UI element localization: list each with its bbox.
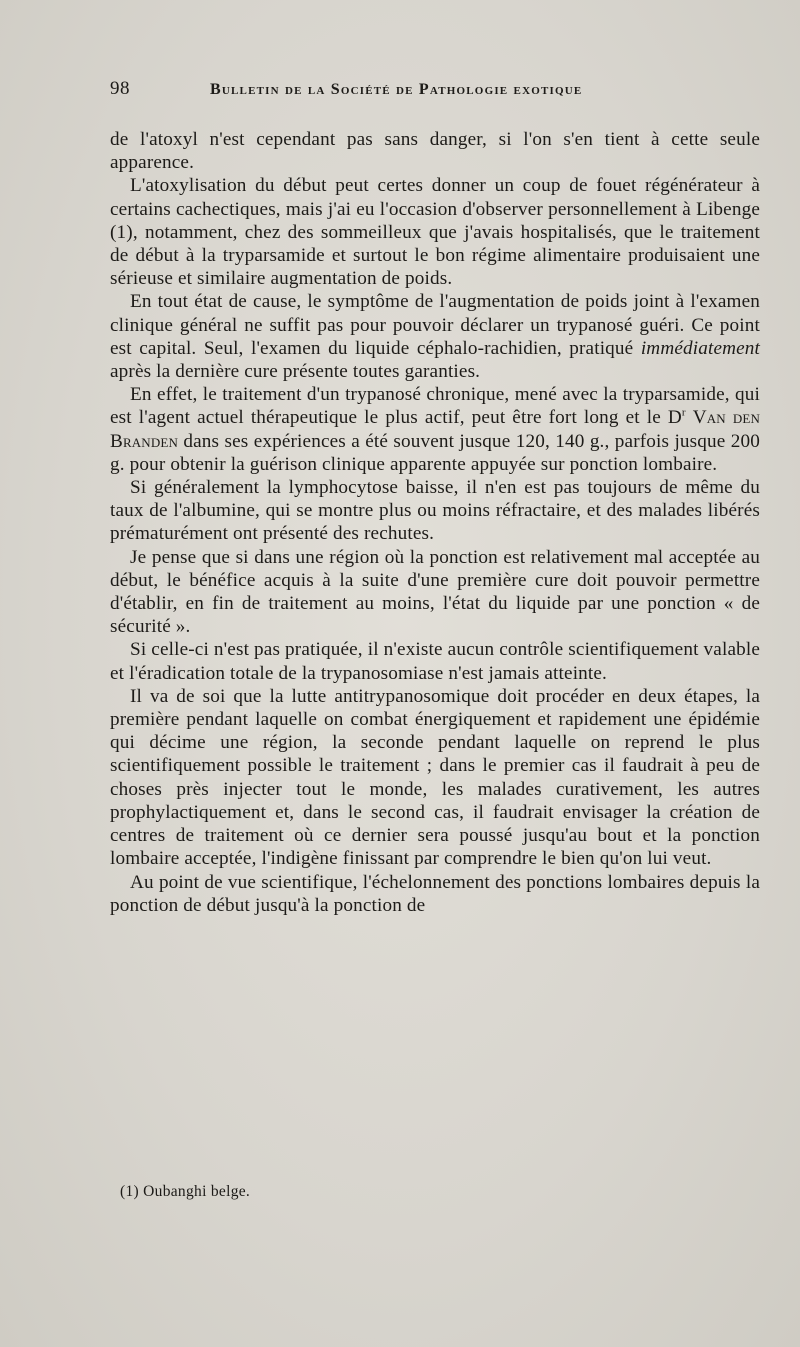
paragraph-9: Au point de vue scientifique, l'échelonnement des ponctions lombaires depuis la ponction de début jusqu'à la ponction de <box>110 871 760 916</box>
paragraph-4-before: En effet, le traitement d'un trypanosé chronique, mené avec la tryparsamide, qui est l'agent actuel thérapeutique le plus actif, peut être fort long et le D <box>110 384 760 429</box>
body-text <box>110 128 760 917</box>
paragraph-6: Je pense que si dans une région où la ponction est relativement mal acceptée au début, le bénéfice acquis à la suite d'une première cure doit pouvoir permettre d'établir, en fin de traitement au moins, l'état du liquide par une ponction « de sécurité ». <box>110 546 760 638</box>
paragraph-1: de l'atoxyl n'est cependant pas sans danger, si l'on s'en tient à cette seule apparence. <box>110 129 760 174</box>
page-number: 98 <box>110 78 130 99</box>
author-name: Van den Branden <box>110 407 760 452</box>
paragraph-7: Si celle-ci n'est pas pratiquée, il n'existe aucun contrôle scientifiquement valable et l'éradication totale de la trypanosomiase n'est jamais atteinte. <box>110 639 760 684</box>
paragraph-4 <box>110 383 760 476</box>
emphasis-immediatement: immédiatement <box>640 337 761 359</box>
paragraph-8: Il va de soi que la lutte antitrypanosomique doit procéder en deux étapes, la première pendant laquelle on combat énergiquement et rapidement une épidémie qui décime une région, la seconde pendant laquelle on reprend le plus scientifiquement possible le traitement ; dans le premier cas il faudrait à peu de choses près injecter tout le monde, les malades curativement, les autres prophylactiquement et, dans le second cas, il faudrait envisager la création de centres de traitement où ce dernier sera poussé jusqu'au bout et la ponction lombaire acceptée, l'indigène finissant par comprendre le bien qu'on lui veut. <box>110 685 760 870</box>
running-title: Bulletin de la Société de Pathologie exotique <box>210 81 583 98</box>
page-header <box>110 78 760 108</box>
paragraph-4-after: dans ses expériences a été souvent jusque 120, 140 g., parfois jusque 200 g. pour obtenir la guérison clinique apparente appuyée sur ponction lombaire. <box>110 430 760 475</box>
footnote: (1) Oubanghi belge. <box>120 1183 251 1200</box>
paragraph-3-text: En tout état de cause, le symptôme de l'augmentation de poids joint à l'examen clinique général ne suffit pas pour pouvoir déclarer un trypanosé guéri. Ce point est capital. Seul, l'examen du liquide céphalo-rachidien, pratiqué <box>110 291 760 359</box>
paragraph-3 <box>110 290 760 383</box>
paragraph-3-end: après la dernière cure présente toutes garanties. <box>110 361 481 383</box>
doctor-superscript: r <box>681 407 686 420</box>
paragraph-5: Si généralement la lymphocytose baisse, il n'en est pas toujours de même du taux de l'albumine, qui se montre plus ou moins réfractaire, et des malades libérés prématurément ont présenté des rechutes. <box>110 477 760 545</box>
paragraph-2: L'atoxylisation du début peut certes donner un coup de fouet régénérateur à certains cachectiques, mais j'ai eu l'occasion d'observer personnellement à Libenge (1), notamment, chez des sommeilleux que j'avais hospitalisés, que le traitement de début à la tryparsamide et surtout le bon régime alimentaire produisaient une sérieuse et similaire augmentation de poids. <box>110 175 760 290</box>
